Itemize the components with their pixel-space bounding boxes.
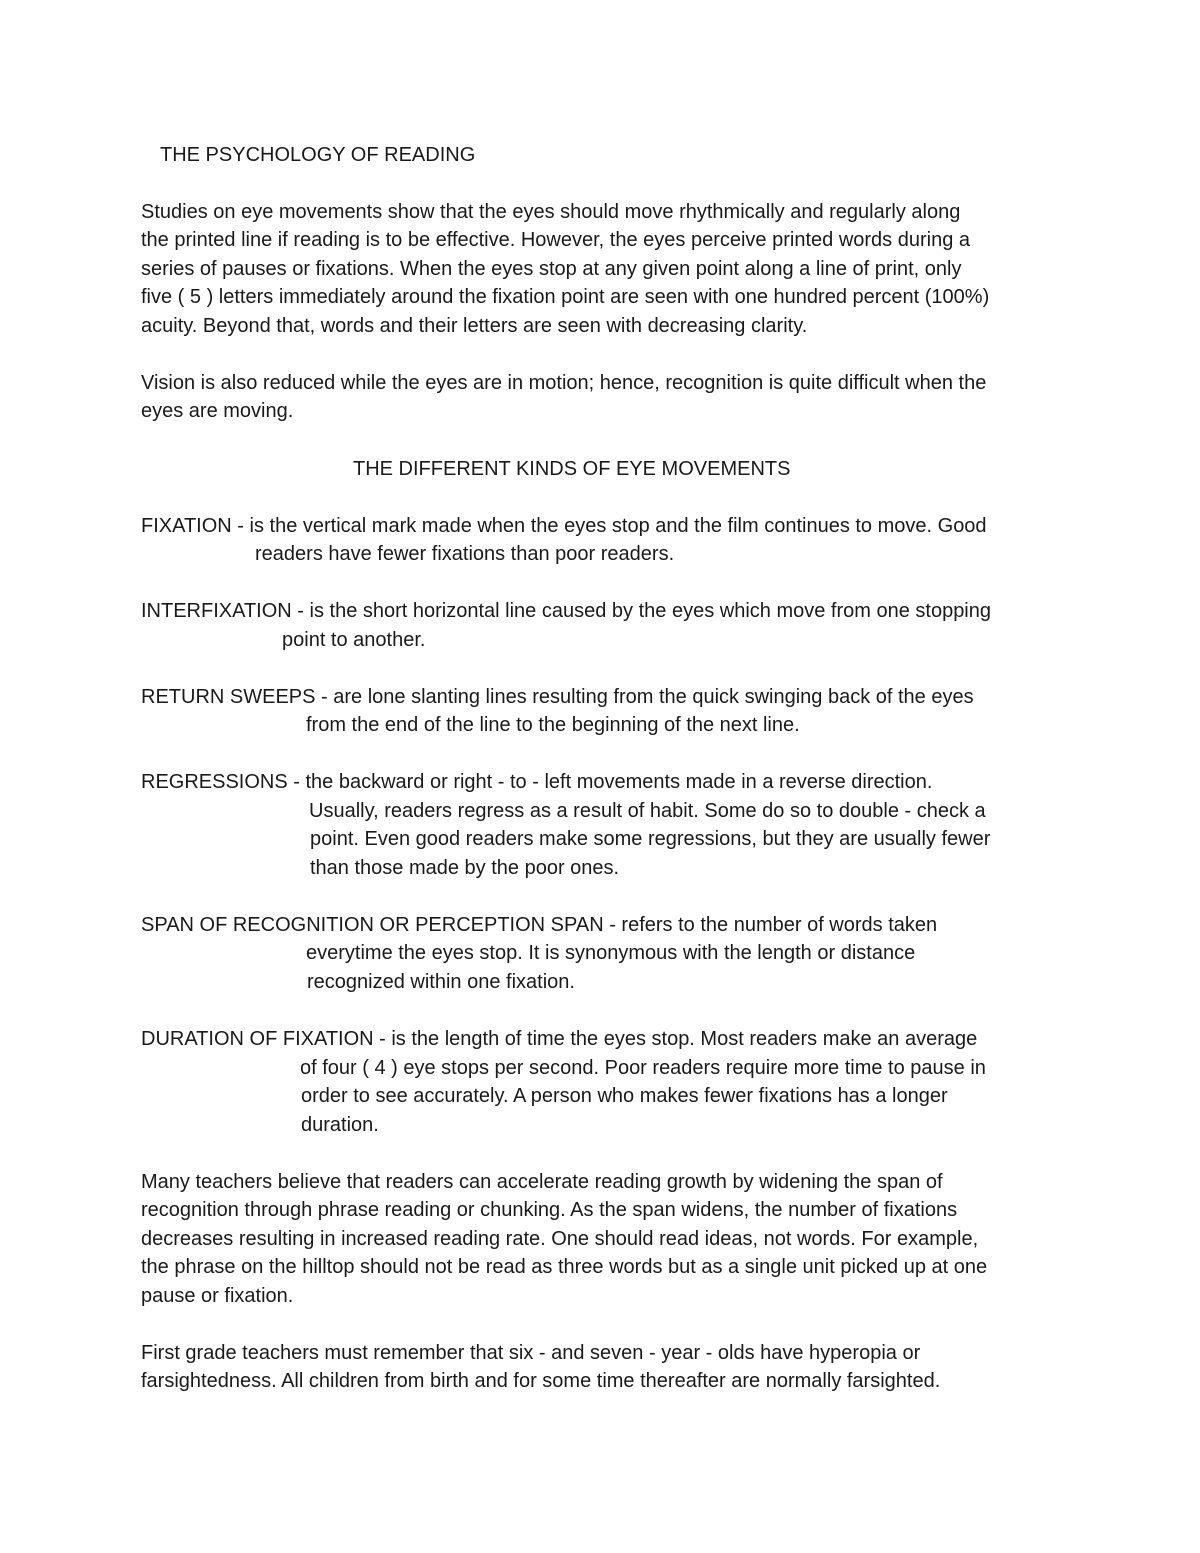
definition-fixation-line: readers have fewer fixations than poor readers. (255, 543, 675, 565)
definition-span-line: everytime the eyes stop. It is synonymous with the length or distance (306, 942, 916, 964)
definition-regressions-line: point. Even good readers make some regressions, but they are usually fewer (310, 828, 991, 850)
document-title: THE PSYCHOLOGY OF READING (160, 144, 476, 166)
closing-para1-line: the phrase on the hilltop should not be read as three words but as a single unit picked up at one (141, 1256, 988, 1278)
definition-regressions-line: than those made by the poor ones. (310, 857, 620, 879)
intro-para1-line: Studies on eye movements show that the eyes should move rhythmically and regularly along (141, 201, 961, 223)
closing-para1-line: recognition through phrase reading or chunking. As the span widens, the number of fixations (141, 1199, 958, 1221)
definition-return-sweeps-term-line: RETURN SWEEPS - are lone slanting lines resulting from the quick swinging back of the eyes (141, 686, 974, 708)
intro-para1-line: series of pauses or fixations. When the eyes stop at any given point along a line of print, only (141, 258, 962, 280)
intro-para2-line: Vision is also reduced while the eyes are in motion; hence, recognition is quite difficult when the (141, 372, 987, 394)
definition-interfixation-line: point to another. (282, 629, 426, 651)
closing-para1-line: pause or fixation. (141, 1285, 294, 1307)
closing-para2-line: farsightedness. All children from birth and for some time thereafter are normally farsighted. (141, 1370, 941, 1392)
intro-para1-line: five ( 5 ) letters immediately around the fixation point are seen with one hundred percent (100%) (141, 286, 990, 308)
definition-interfixation-term-line: INTERFIXATION - is the short horizontal line caused by the eyes which move from one stopping (141, 600, 991, 622)
definition-fixation-term-line: FIXATION - is the vertical mark made when the eyes stop and the film continues to move. Good (141, 515, 987, 537)
definition-duration-term-line: DURATION OF FIXATION - is the length of time the eyes stop. Most readers make an average (141, 1028, 978, 1050)
definition-span-term-line: SPAN OF RECOGNITION OR PERCEPTION SPAN - refers to the number of words taken (141, 914, 938, 936)
definition-regressions-line: Usually, readers regress as a result of habit. Some do so to double - check a (309, 800, 986, 822)
definition-duration-line: of four ( 4 ) eye stops per second. Poor readers require more time to pause in (300, 1057, 986, 1079)
closing-para1-line: decreases resulting in increased reading rate. One should read ideas, not words. For example, (141, 1228, 979, 1250)
closing-para1-line: Many teachers believe that readers can accelerate reading growth by widening the span of (141, 1171, 943, 1193)
intro-para2-line: eyes are moving. (141, 400, 294, 422)
definition-duration-line: order to see accurately. A person who makes fewer fixations has a longer (301, 1085, 948, 1107)
definition-return-sweeps-line: from the end of the line to the beginning of the next line. (306, 714, 800, 736)
section-title: THE DIFFERENT KINDS OF EYE MOVEMENTS (353, 458, 791, 480)
definition-regressions-term-line: REGRESSIONS - the backward or right - to - left movements made in a reverse direction. (141, 771, 933, 793)
definition-span-line: recognized within one fixation. (307, 971, 575, 993)
intro-para1-line: acuity. Beyond that, words and their letters are seen with decreasing clarity. (141, 315, 808, 337)
intro-para1-line: the printed line if reading is to be effective. However, the eyes perceive printed words during a (141, 229, 970, 251)
definition-duration-line: duration. (301, 1114, 379, 1136)
closing-para2-line: First grade teachers must remember that six - and seven - year - olds have hyperopia or (141, 1342, 921, 1364)
